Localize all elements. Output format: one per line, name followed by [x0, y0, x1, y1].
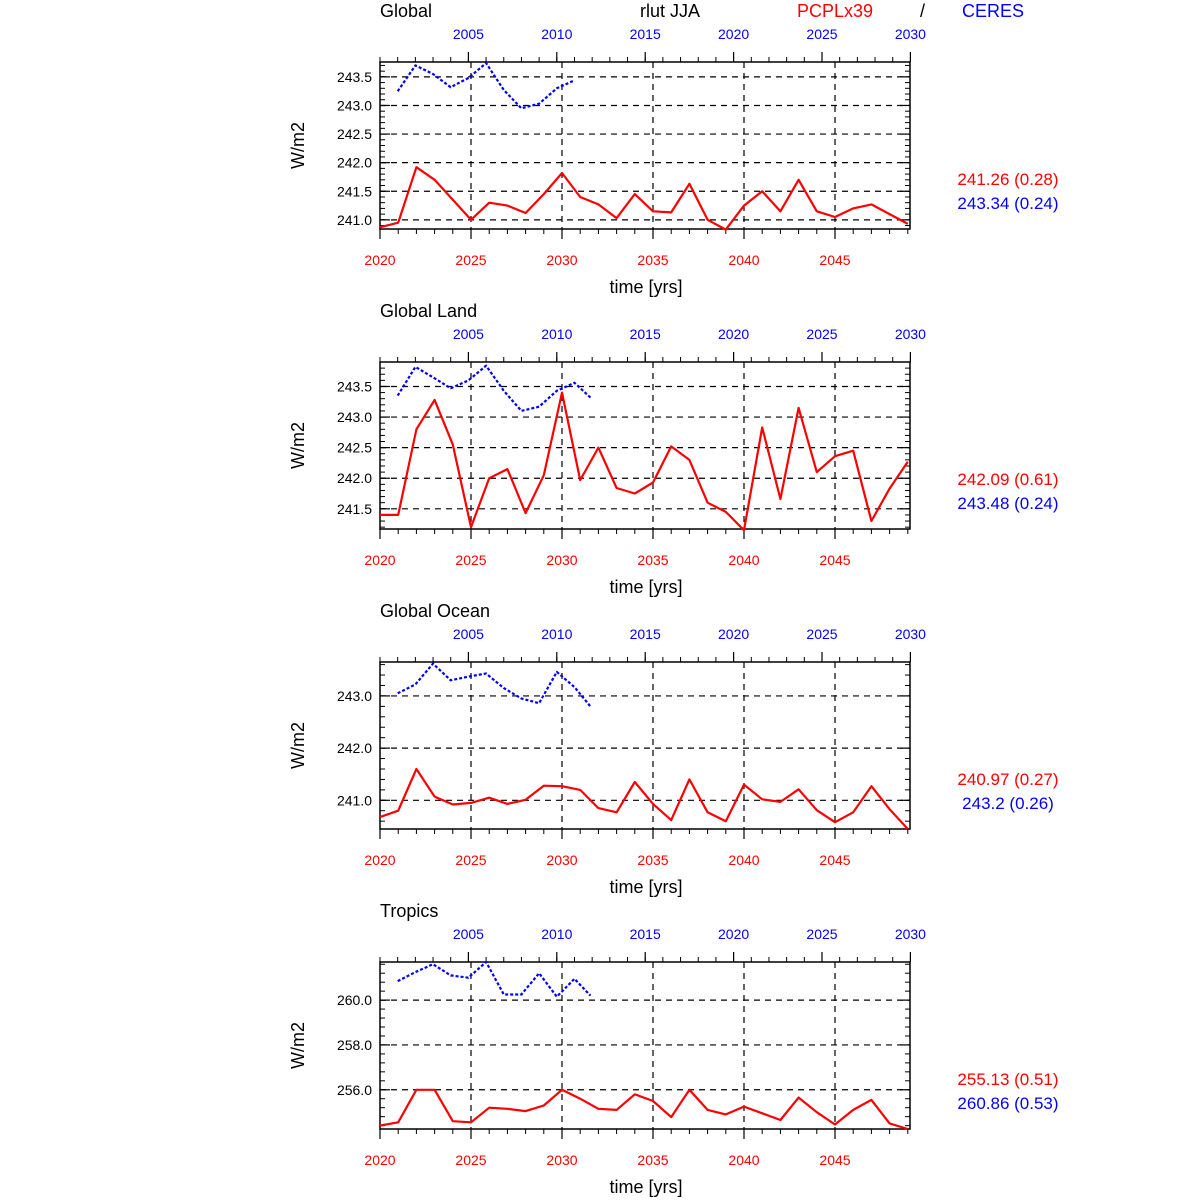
- x-top-tick-label: 2025: [806, 26, 838, 42]
- x-top-tick-label: 2005: [452, 326, 484, 342]
- x-top-tick-label: 2030: [894, 26, 926, 42]
- obs-stats-label: 243.2 (0.26): [962, 794, 1054, 813]
- x-top-tick-label: 2010: [541, 26, 573, 42]
- x-top-tick-label: 2015: [629, 626, 661, 642]
- y-tick-label: 243.0: [336, 97, 372, 114]
- x-top-tick-label: 2015: [629, 326, 661, 342]
- x-bottom-tick-label: 2045: [819, 1152, 851, 1168]
- x-bottom-tick-label: 2035: [637, 252, 669, 268]
- x-top-tick-label: 2020: [718, 626, 750, 642]
- x-top-tick-label: 2030: [894, 326, 926, 342]
- obs-stats-label: 243.34 (0.24): [957, 194, 1059, 213]
- x-bottom-tick-label: 2040: [728, 552, 760, 568]
- x-bottom-tick-label: 2030: [546, 1152, 578, 1168]
- legend-obs-label: CERES: [962, 1, 1025, 21]
- x-bottom-tick-label: 2025: [455, 252, 487, 268]
- x-bottom-tick-label: 2030: [546, 552, 578, 568]
- chart-title: rlut JJA: [640, 1, 701, 21]
- model-series-line: [380, 1090, 908, 1129]
- x-bottom-tick-label: 2035: [637, 852, 669, 868]
- x-bottom-tick-label: 2020: [364, 552, 396, 568]
- x-bottom-tick-label: 2035: [637, 1152, 669, 1168]
- legend-separator: /: [920, 1, 926, 21]
- y-tick-label: 243.0: [336, 409, 372, 426]
- obs-series-line: [398, 366, 591, 411]
- y-tick-label: 258.0: [336, 1036, 372, 1053]
- panel-title: Tropics: [380, 901, 439, 921]
- x-bottom-tick-label: 2025: [455, 852, 487, 868]
- x-top-tick-label: 2005: [452, 626, 484, 642]
- x-top-tick-label: 2005: [452, 26, 484, 42]
- x-bottom-tick-label: 2020: [364, 852, 396, 868]
- x-top-tick-label: 2025: [806, 326, 838, 342]
- y-axis-label: W/m2: [288, 1022, 308, 1069]
- x-top-tick-label: 2020: [718, 26, 750, 42]
- x-bottom-tick-label: 2025: [455, 552, 487, 568]
- x-bottom-tick-label: 2040: [728, 1152, 760, 1168]
- panel-title-global: Global: [380, 1, 433, 21]
- x-top-tick-label: 2030: [894, 926, 926, 942]
- x-top-tick-label: 2005: [452, 926, 484, 942]
- y-tick-label: 241.5: [336, 500, 372, 517]
- y-tick-label: 242.5: [336, 439, 372, 456]
- x-axis-label: time [yrs]: [609, 277, 683, 297]
- x-top-tick-label: 2010: [541, 326, 573, 342]
- x-bottom-tick-label: 2020: [364, 1152, 396, 1168]
- x-top-tick-label: 2025: [806, 926, 838, 942]
- x-axis-label: time [yrs]: [609, 1177, 683, 1197]
- x-top-tick-label: 2010: [541, 926, 573, 942]
- x-top-tick-label: 2025: [806, 626, 838, 642]
- model-stats-label: 241.26 (0.28): [957, 170, 1059, 189]
- x-bottom-tick-label: 2045: [819, 852, 851, 868]
- x-bottom-tick-label: 2030: [546, 252, 578, 268]
- y-axis-label: W/m2: [288, 122, 308, 169]
- x-top-tick-label: 2015: [629, 26, 661, 42]
- x-bottom-tick-label: 2025: [455, 1152, 487, 1168]
- obs-stats-label: 260.86 (0.53): [957, 1094, 1059, 1113]
- x-bottom-tick-label: 2040: [728, 252, 760, 268]
- y-tick-label: 242.0: [336, 470, 372, 487]
- y-tick-label: 242.5: [336, 126, 372, 143]
- panel-title: Global Ocean: [380, 601, 491, 621]
- y-axis-label: W/m2: [288, 722, 308, 769]
- x-top-tick-label: 2030: [894, 626, 926, 642]
- panel-title: Global Land: [380, 301, 478, 321]
- y-tick-label: 243.5: [336, 68, 372, 85]
- x-bottom-tick-label: 2045: [819, 252, 851, 268]
- x-bottom-tick-label: 2020: [364, 252, 396, 268]
- model-series-line: [380, 393, 908, 531]
- x-bottom-tick-label: 2035: [637, 552, 669, 568]
- x-axis-label: time [yrs]: [609, 877, 683, 897]
- y-tick-label: 242.0: [336, 740, 372, 757]
- y-tick-label: 243.0: [336, 687, 372, 704]
- model-series-line: [380, 769, 908, 829]
- x-bottom-tick-label: 2040: [728, 852, 760, 868]
- obs-stats-label: 243.48 (0.24): [957, 494, 1059, 513]
- model-stats-label: 255.13 (0.51): [957, 1070, 1059, 1089]
- y-tick-label: 241.0: [336, 211, 372, 228]
- x-top-tick-label: 2020: [718, 926, 750, 942]
- x-top-tick-label: 2010: [541, 626, 573, 642]
- legend-model-label: PCPLx39: [797, 1, 874, 21]
- x-top-tick-label: 2020: [718, 326, 750, 342]
- y-tick-label: 260.0: [336, 992, 372, 1009]
- x-axis-label: time [yrs]: [609, 577, 683, 597]
- x-bottom-tick-label: 2045: [819, 552, 851, 568]
- model-stats-label: 240.97 (0.27): [957, 770, 1059, 789]
- y-tick-label: 242.0: [336, 154, 372, 171]
- x-top-tick-label: 2015: [629, 926, 661, 942]
- y-tick-label: 256.0: [336, 1081, 372, 1098]
- y-tick-label: 241.5: [336, 183, 372, 200]
- y-axis-label: W/m2: [288, 422, 308, 469]
- model-stats-label: 242.09 (0.61): [957, 470, 1059, 489]
- y-tick-label: 243.5: [336, 378, 372, 395]
- obs-series-line: [398, 63, 575, 108]
- x-bottom-tick-label: 2030: [546, 852, 578, 868]
- y-tick-label: 241.0: [336, 792, 372, 809]
